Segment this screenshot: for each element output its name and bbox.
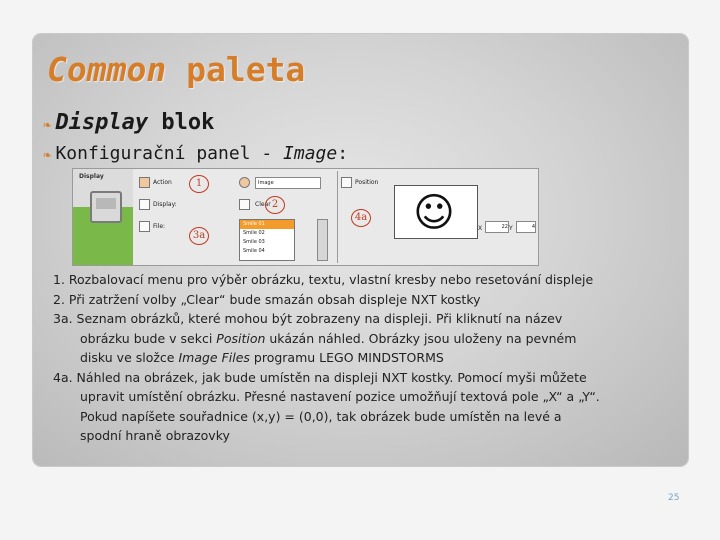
image-preview[interactable] [394,185,478,239]
action-icon [139,177,150,188]
line-4a-1: 4a. Náhled na obrázek, jak bude umístěn na displeji NXT kostky. Pomocí myši můžete [53,369,587,385]
title-part-1: Common [47,50,167,89]
clear-label: Clear [255,201,271,208]
row-label-file: File: [153,223,166,230]
text-span: ukázán náhled. Obrázky jsou uloženy na pevném [265,330,577,346]
panel-divider [337,171,338,263]
bullet-config-panel [43,143,348,164]
bullet-2-tail: : [337,143,349,164]
bullet-1-italic: Display [55,110,149,135]
file-icon [139,221,150,232]
y-label: Y [509,225,513,232]
list-item[interactable]: Smile 04 [243,248,265,254]
action-dropdown[interactable]: Image [255,177,321,189]
line-1: 1. Rozbalovací menu pro výběr obrázku, textu, vlastní kresby nebo resetování displeje [53,272,594,287]
config-side-label: Display [79,173,104,180]
row-label-action: Action [153,179,172,186]
bullet-icon: ❧ [43,117,52,133]
line-3a-1: 3a. Seznam obrázků, které mohou být zobrazeny na displeji. Při kliknutí na název [53,311,563,326]
bullet-display-blok [43,110,214,135]
smiley-icon: ☺ [413,190,455,236]
list-item[interactable]: Smile 02 [243,230,265,236]
line-4a-3: Pokud napíšete souřadnice (x,y) = (0,0), tak obrázek bude umístěn na levé a [80,408,562,424]
line-2: 2. Při zatržení volby „Clear“ bude smazán obsah displeje NXT kostky [53,291,481,307]
list-item[interactable]: Smile 03 [243,239,265,245]
row-label-display: Display: [153,201,177,208]
slide-title [47,50,305,89]
config-panel-screenshot [72,168,539,266]
line-4a-4: spodní hraně obrazovky [80,428,230,443]
text-span: disku ve složce [80,350,179,365]
x-label: X [478,225,483,232]
line-3a-3 [53,348,683,368]
bullet-2-text: Konfigurační panel - [55,143,284,164]
list-item[interactable]: Smile 01 [240,220,294,229]
callout-2: 2 [265,196,285,214]
body-text [53,270,683,446]
bullet-icon: ❧ [43,147,52,163]
italic-span: Image Files [178,350,250,365]
position-icon [341,177,352,188]
page-number: 25 [668,493,680,503]
callout-3a: 3a [189,227,209,245]
text-span: obrázku bude v sekci [80,330,217,346]
position-label: Position [355,179,379,186]
y-field[interactable]: 4 [516,221,536,233]
x-field[interactable]: 22 [485,221,509,233]
list-scrollbar[interactable] [317,219,328,261]
image-option-icon [239,177,250,188]
display-block-icon [90,191,122,223]
clear-checkbox[interactable] [239,199,250,210]
image-file-list[interactable] [239,219,295,261]
text-span: programu LEGO MINDSTORMS [249,350,444,365]
title-part-2: paleta [186,50,306,89]
line-3a-2 [53,329,683,349]
callout-4a: 4a [351,209,371,227]
bullet-1-text: blok [148,110,215,135]
display-icon [139,199,150,210]
line-4a-2: upravit umístění obrázku. Přesné nastavení pozice umožňují textová pole „X“ a „Y“. [80,389,600,404]
italic-span: Position [216,330,266,346]
callout-1: 1 [189,175,209,193]
bullet-2-italic: Image [283,143,338,164]
